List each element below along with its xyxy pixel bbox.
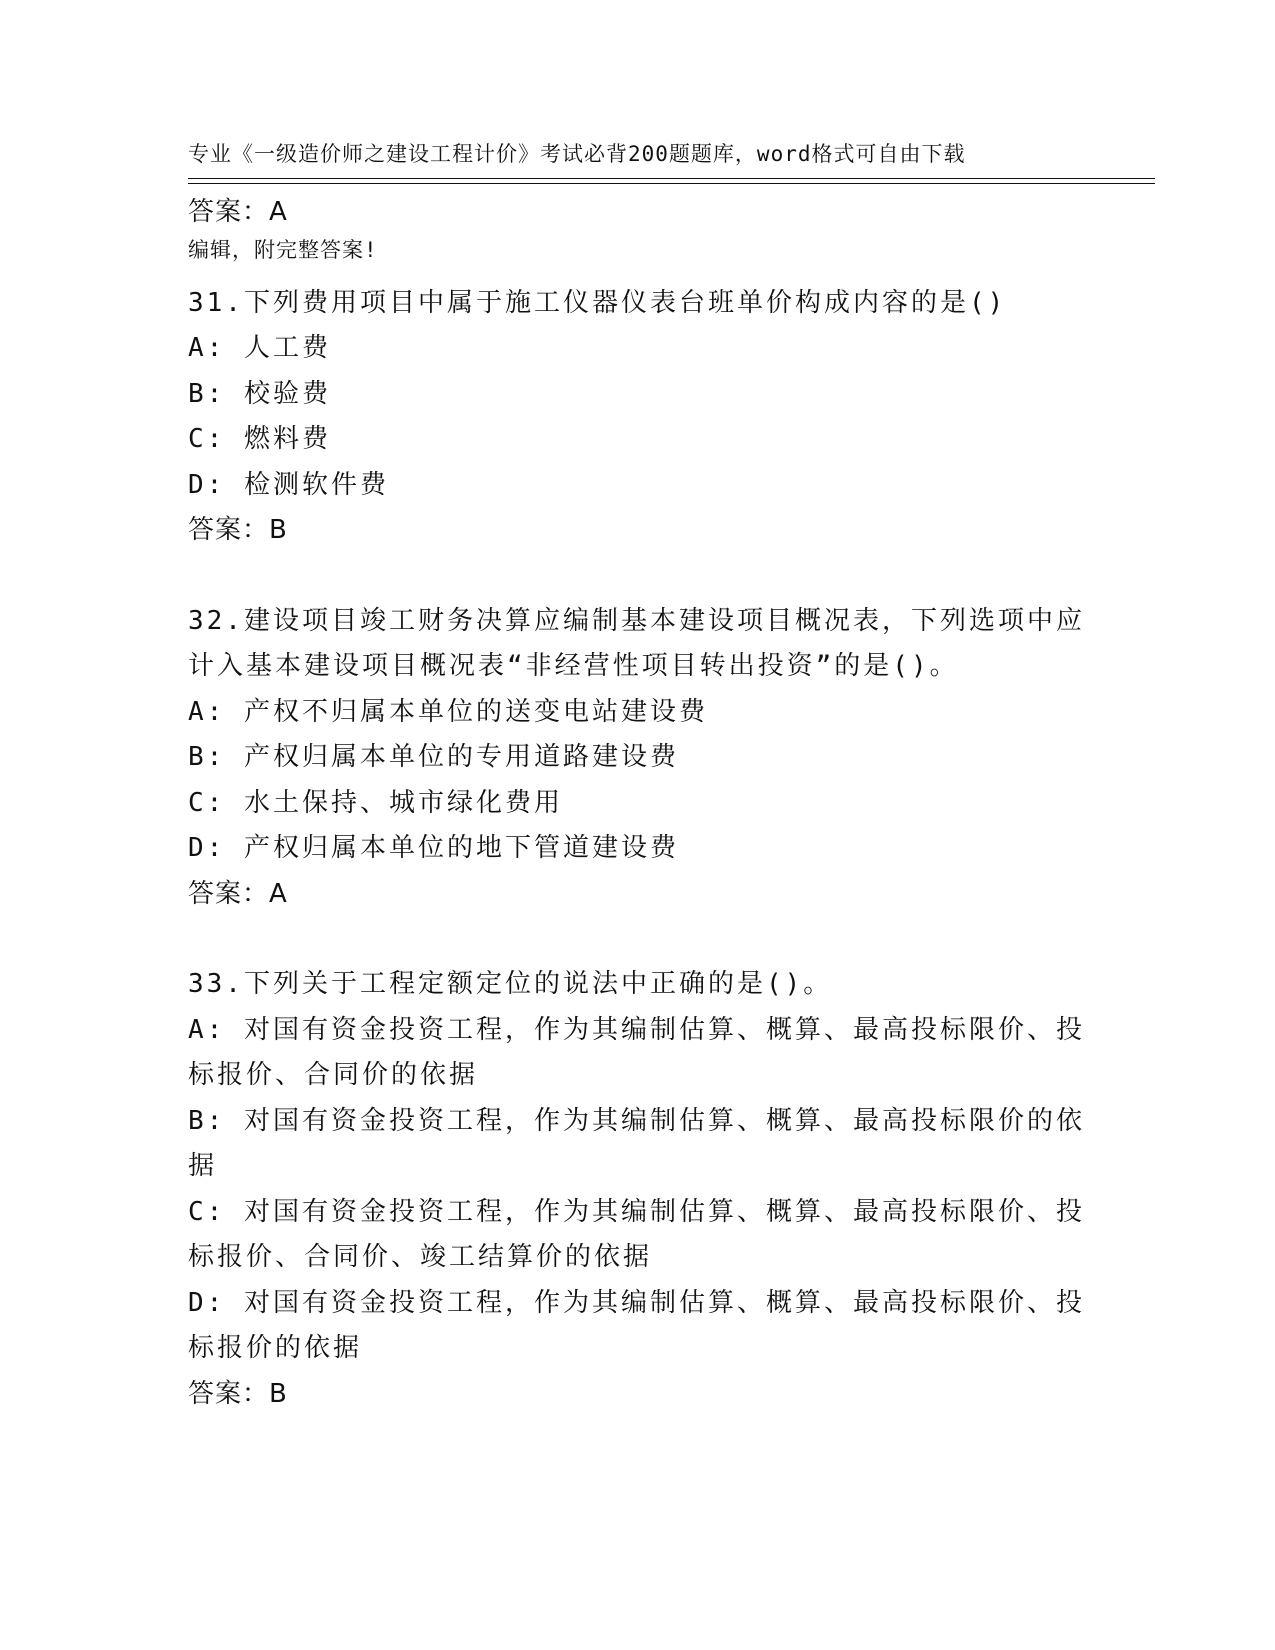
option-line: 标报价、合同价、竣工结算价的依据 (188, 1242, 653, 1272)
answer-value: A (269, 197, 288, 227)
option-line: A: 对国有资金投资工程，作为其编制估算、概算、最高投标限价、投 (188, 1014, 1085, 1045)
question-stem: 32.建设项目竣工财务决算应编制基本建设项目概况表，下列选项中应 (188, 605, 1085, 636)
answer-line (188, 190, 1088, 236)
header-divider-bottom (188, 183, 1155, 184)
question-spacer (188, 236, 1088, 281)
option-line: C: 燃料费 (188, 424, 331, 454)
option-line: A: 人工费 (188, 333, 331, 363)
option-line: B: 对国有资金投资工程，作为其编制估算、概算、最高投标限价的依 (188, 1105, 1085, 1136)
option-line: 标报价的依据 (188, 1333, 363, 1363)
header-line-2: 编辑，附完整答案! (188, 238, 378, 262)
question-stem: 计入基本建设项目概况表“非经营性项目转出投资”的是()。 (188, 651, 959, 681)
answer-prefix: 答案： (188, 1378, 270, 1409)
answer-prefix: 答案： (188, 197, 270, 227)
header-line-1: 专业《一级造价师之建设工程计价》考试必背200题题库，word格式可自由下载 (188, 142, 966, 166)
answer-value: A (269, 878, 288, 909)
option-line: 据 (188, 1151, 218, 1181)
question-spacer (188, 554, 1088, 599)
question-block (188, 281, 1088, 554)
answer-line (188, 508, 1088, 554)
answer-value: B (269, 1378, 288, 1409)
answer-prefix: 答案： (188, 515, 270, 545)
option-line: C: 水土保持、城市绿化费用 (188, 787, 563, 818)
option-line: 标报价、合同价的依据 (188, 1060, 479, 1090)
question-stem: 33.下列关于工程定额定位的说法中正确的是()。 (188, 969, 833, 999)
question-block (188, 599, 1088, 918)
question-stem: 31.下列费用项目中属于施工仪器仪表台班单价构成内容的是() (188, 287, 1007, 318)
option-line: B: 校验费 (188, 378, 331, 409)
option-line: D: 产权归属本单位的地下管道建设费 (188, 833, 679, 863)
question-spacer (188, 917, 1088, 962)
answer-value: B (269, 515, 288, 545)
question-list (188, 190, 1088, 1417)
option-line: D: 检测软件费 (188, 469, 389, 500)
question-block (188, 962, 1088, 1417)
option-line: D: 对国有资金投资工程，作为其编制估算、概算、最高投标限价、投 (188, 1287, 1085, 1318)
option-line: B: 产权归属本单位的专用道路建设费 (188, 742, 679, 772)
option-line: A: 产权不归属本单位的送变电站建设费 (188, 696, 708, 727)
header-divider-top (188, 178, 1155, 179)
answer-prefix: 答案： (188, 878, 270, 909)
answer-line (188, 872, 1088, 918)
option-line: C: 对国有资金投资工程，作为其编制估算、概算、最高投标限价、投 (188, 1196, 1085, 1227)
answer-line (188, 1372, 1088, 1418)
